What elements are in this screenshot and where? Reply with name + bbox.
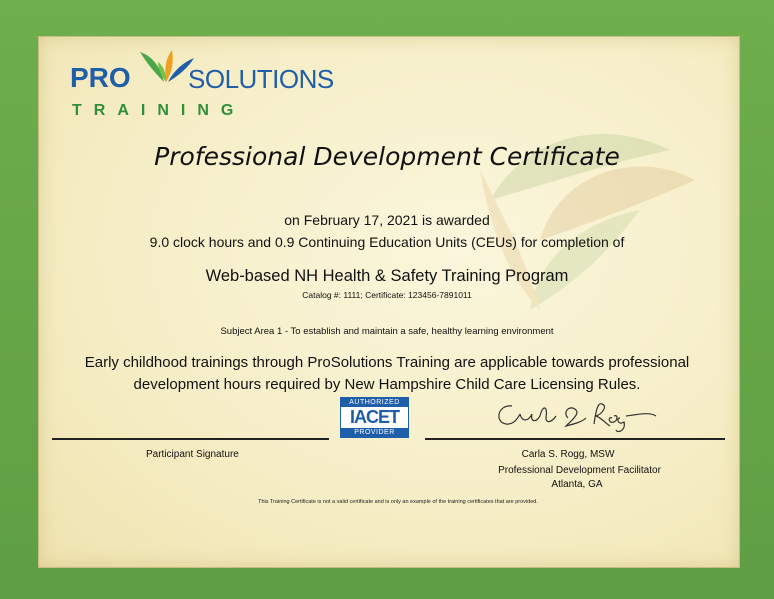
- iacet-badge: [340, 397, 409, 438]
- facilitator-signature-line: [425, 438, 725, 440]
- facilitator-signature-icon: [490, 396, 660, 436]
- statement-line-1: Early childhood trainings through ProSolutions Training are applicable towards professional: [84, 354, 690, 371]
- catalog-number: Catalog #: 1111; Certificate: 123456-7891011: [302, 290, 472, 300]
- statement-line-2: development hours required by New Hampshire Child Care Licensing Rules.: [133, 376, 641, 393]
- award-date-line: on February 17, 2021 is awarded: [284, 212, 490, 228]
- program-name: Web-based NH Health & Safety Training Program: [205, 267, 569, 285]
- logo-solutions-text: SOLUTIONS: [188, 64, 334, 94]
- facilitator-title: Professional Development Facilitator: [498, 465, 661, 476]
- iacet-authorized-text: AUTHORIZED: [341, 398, 408, 407]
- participant-signature-label: Participant Signature: [146, 449, 239, 460]
- iacet-text: IACET: [350, 407, 399, 427]
- facilitator-name: Carla S. Rogg, MSW: [521, 449, 615, 460]
- subject-area: Subject Area 1 - To establish and maintain a safe, healthy learning environment: [220, 326, 554, 337]
- iacet-provider-text: PROVIDER: [341, 428, 408, 437]
- participant-signature-line: [52, 438, 329, 440]
- certificate-disclaimer: This Training Certificate is not a valid certificate and is only an example of the training certificates that are provided.: [258, 499, 538, 505]
- hours-line: 9.0 clock hours and 0.9 Continuing Education Units (CEUs) for completion of: [149, 234, 625, 250]
- prosolutions-logo: [70, 48, 340, 128]
- logo-training-text: TRAINING: [72, 102, 246, 119]
- certificate-title: Professional Development Certificate: [154, 142, 620, 171]
- butterfly-logo-icon: [136, 48, 196, 88]
- facilitator-city: Atlanta, GA: [551, 479, 603, 490]
- logo-pro-text: PRO: [70, 62, 131, 93]
